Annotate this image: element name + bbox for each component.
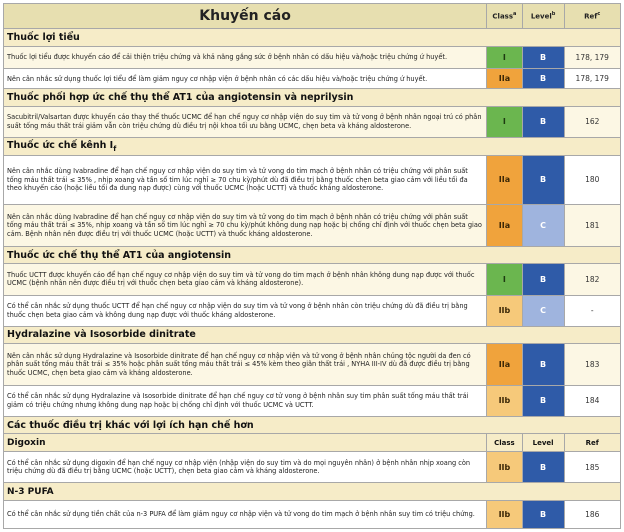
level-badge: B bbox=[522, 264, 564, 295]
header-ref: Ref bbox=[564, 434, 620, 452]
level-badge: B bbox=[522, 46, 564, 69]
level-badge: B bbox=[522, 452, 564, 483]
class-badge: I bbox=[487, 46, 523, 69]
class-badge: IIb bbox=[487, 385, 523, 416]
table-row bbox=[4, 344, 621, 385]
ref-cell: 178, 179 bbox=[564, 46, 620, 69]
recommendation-text: Nên cân nhắc dùng Ivabradine để hạn chế nguy cơ nhập viện do suy tim và tử vong do tim mạch ở bệnh nhân có triệu chứng với phân suất tống máu thất trái ≤ 35%, nhịp xoang và tần số tim lúc nghỉ ≥ 70 chu kỳ/phút không dung nạp hoặc bị chống chỉ định với thuốc chẹn beta giao cảm. Bệnh nhân nên được điều trị với thuốc UCMC (hoặc UCTT) và thuốc kháng aldosterone. bbox=[4, 205, 487, 246]
level-badge: B bbox=[522, 500, 564, 528]
section-row bbox=[4, 246, 621, 264]
ref-cell: - bbox=[564, 295, 620, 326]
header-class: Class bbox=[487, 434, 523, 452]
section-row bbox=[4, 137, 621, 155]
table-row bbox=[4, 295, 621, 326]
ref-cell: 181 bbox=[564, 205, 620, 246]
header-ref: Ref$^c$ bbox=[564, 4, 620, 29]
section-title-diuretics: Thuốc lợi tiểu bbox=[4, 29, 621, 47]
section-row bbox=[4, 326, 621, 344]
ref-cell: 185 bbox=[564, 452, 620, 483]
ref-cell: 183 bbox=[564, 344, 620, 385]
recommendation-table-wrapper bbox=[3, 3, 621, 529]
level-badge: B bbox=[522, 69, 564, 89]
ref-cell: 182 bbox=[564, 264, 620, 295]
class-badge: IIb bbox=[487, 295, 523, 326]
ref-cell: 186 bbox=[564, 500, 620, 528]
section-row bbox=[4, 416, 621, 434]
recommendation-text: Có thể cân nhắc sử dụng tiền chất của n-3 PUFA để làm giảm nguy cơ nhập viện và tử vong do tim mạch ở bệnh nhân suy tim có triệu chứng. bbox=[4, 500, 487, 528]
section-title-arb: Thuốc ức chế thụ thể AT1 của angiotensin bbox=[4, 246, 621, 264]
table-row bbox=[4, 205, 621, 246]
recommendation-table bbox=[3, 3, 621, 529]
section-row bbox=[4, 29, 621, 47]
header-level: Level$^b$ bbox=[522, 4, 564, 29]
class-badge: IIa bbox=[487, 69, 523, 89]
class-badge: I bbox=[487, 106, 523, 137]
table-row bbox=[4, 452, 621, 483]
recommendation-text: Có thể cân nhắc sử dụng digoxin để hạn chế nguy cơ nhập viện (nhập viện do suy tim và do mọi nguyên nhân) ở bệnh nhân nhịp xoang còn triệu chứng dù đã điều trị bằng UCMC (hoặc UCTT), chẹn beta giao cảm và kháng aldosterone. bbox=[4, 452, 487, 483]
subsection-row bbox=[4, 483, 621, 501]
table-row bbox=[4, 69, 621, 89]
section-row bbox=[4, 89, 621, 107]
table-row bbox=[4, 500, 621, 528]
header-class: Class$^a$ bbox=[487, 4, 523, 29]
subsection-row bbox=[4, 434, 621, 452]
recommendation-text: Thuốc UCTT được khuyến cáo để hạn chế nguy cơ nhập viện do suy tim và tử vong do tim mạch ở bệnh nhân không dung nạp được với thuốc UCMC (bệnh nhân nên được điều trị với thuốc chẹn beta giao cảm và kháng aldosterone). bbox=[4, 264, 487, 295]
ref-cell: 180 bbox=[564, 155, 620, 205]
class-badge: IIa bbox=[487, 344, 523, 385]
class-badge: IIb bbox=[487, 452, 523, 483]
section-title-arni: Thuốc phối hợp ức chế thụ thể AT1 của angiotensin và neprilysin bbox=[4, 89, 621, 107]
subsection-title-pufa: N-3 PUFA bbox=[4, 483, 621, 501]
level-badge: B bbox=[522, 106, 564, 137]
recommendation-text: Thuốc lợi tiểu được khuyến cáo để cải thiện triệu chứng và khả năng gắng sức ở bệnh nhân có dấu hiệu và/hoặc triệu chứng ứ huyết. bbox=[4, 46, 487, 69]
table-row bbox=[4, 264, 621, 295]
recommendation-text: Nên cân nhắc dùng Ivabradine để hạn chế nguy cơ nhập viện do suy tim và tử vong do tim mạch ở bệnh nhân có triệu chứng với phân suất tống máu thất trái ≤ 35% , nhịp xoang và tần số tim lúc nghỉ ≥ 70 chu kỳ/phút dù đã điều trị bằng thuốc chẹn beta giao cảm với liều tối đa theo khuyến cáo (hoặc liều tối đa dung nạp được) cùng với thuốc UCMC (hoặc UCTT) và thuốc kháng aldosterone. bbox=[4, 155, 487, 205]
class-badge: IIa bbox=[487, 205, 523, 246]
header-level: Level bbox=[522, 434, 564, 452]
level-badge: B bbox=[522, 155, 564, 205]
section-title-if-inhibitor: Thuốc ức chế kênh $I_f$ bbox=[4, 137, 621, 155]
ref-cell: 184 bbox=[564, 385, 620, 416]
recommendation-text: Nên cân nhắc sử dụng Hydralazine và Isosorbide dinitrate để hạn chế nguy cơ nhập viện và tử vong ở bệnh nhân chủng tộc người da đen có phân suất tống máu thất trái ≤ 35% hoặc phân suất tống máu thất trái ≤ 45% kèm theo giãn thất trái , NYHA III-IV dù đã được điều trị bằng thuốc UCMC, chẹn beta giao cảm và kháng aldosterone. bbox=[4, 344, 487, 385]
table-row bbox=[4, 385, 621, 416]
ref-cell: 162 bbox=[564, 106, 620, 137]
class-badge: I bbox=[487, 264, 523, 295]
class-badge: IIa bbox=[487, 155, 523, 205]
table-row bbox=[4, 155, 621, 205]
ref-cell: 178, 179 bbox=[564, 69, 620, 89]
recommendation-text: Có thể cân nhắc sử dụng Hydralazine và Isosorbide dinitrate để hạn chế nguy cơ tử vong ở bệnh nhân suy tim phân suất tống máu thất trái giảm có triệu chứng nhưng không dung nạp hoặc bị chống chỉ định với thuốc UCMC và UCTT. bbox=[4, 385, 487, 416]
recommendation-text: Sacubitril/Valsartan được khuyến cáo thay thế thuốc UCMC để hạn chế nguy cơ nhập viện do suy tim và tử vong ở bệnh nhân ngoại trú có phân suất tống máu thất trái giảm vẫn còn triệu chứng dù điều trị nội khoa tối ưu bằng UCMC, chẹn beta và kháng aldosterone. bbox=[4, 106, 487, 137]
level-badge: B bbox=[522, 385, 564, 416]
table-row bbox=[4, 106, 621, 137]
section-title-other-drugs: Các thuốc điều trị khác với lợi ích hạn chế hơn bbox=[4, 416, 621, 434]
table-header-row bbox=[4, 4, 621, 29]
recommendation-text: Có thể cân nhắc sử dụng thuốc UCTT để hạn chế nguy cơ nhập viện do suy tim và tử vong ở bệnh nhân còn triệu chứng dù đã điều trị bằng thuốc chẹn beta giao cảm và không dung nạp được với thuốc kháng aldosterone. bbox=[4, 295, 487, 326]
level-badge: B bbox=[522, 344, 564, 385]
header-recommendation: Khuyến cáo bbox=[4, 4, 487, 29]
recommendation-text: Nên cân nhắc sử dụng thuốc lợi tiểu để làm giảm nguy cơ nhập viện ở bệnh nhân có các dấu hiệu và/hoặc triệu chứng ứ huyết. bbox=[4, 69, 487, 89]
class-badge: IIb bbox=[487, 500, 523, 528]
table-row bbox=[4, 46, 621, 69]
section-title-hydralazine: Hydralazine và Isosorbide dinitrate bbox=[4, 326, 621, 344]
level-badge: C bbox=[522, 205, 564, 246]
level-badge: C bbox=[522, 295, 564, 326]
subsection-title-digoxin: Digoxin bbox=[4, 434, 487, 452]
